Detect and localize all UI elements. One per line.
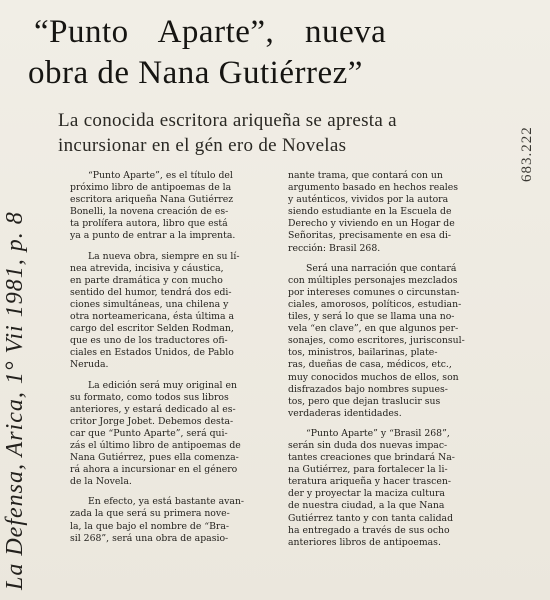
article-text-line: critor Jorge Jobet. Debemos desta-: [70, 415, 234, 427]
article-text-line: En efecto, ya está bastante avan-: [88, 496, 245, 508]
article-text-line: der y proyectar la maciza cultura: [288, 488, 445, 500]
article-text-line: disfrazados bajo nombres supues-: [288, 383, 448, 395]
article-text-line: argumento basado en hechos reales: [288, 182, 459, 194]
article-text-line: ya a punto de entrar a la imprenta.: [70, 230, 236, 242]
article-text-line: ras, dueñas de casa, médicos, etc.,: [288, 359, 452, 371]
article-paragraph: [70, 251, 275, 372]
article-text-line: La nueva obra, siempre en su lí-: [88, 250, 240, 262]
article-text-line: nea atrevida, incisiva y cáustica,: [70, 262, 224, 274]
article-text-line: escritora ariqueña Nana Gutiérrez: [70, 194, 234, 206]
article-text-line: serán sin duda dos nuevas impac-: [288, 439, 448, 451]
article-column-left: [70, 170, 275, 553]
article-text-line: muy conocidos muchos de ellos, son: [288, 371, 459, 383]
headline: [28, 12, 533, 94]
article-text-line: cargo del escritor Selden Rodman,: [70, 323, 234, 335]
handwritten-source-note: La Defensa, Arica, 1° Vii 1981, p. 8: [2, 211, 28, 590]
subheadline-line-1: La conocida escritora ariqueña se apresta a: [58, 110, 397, 131]
article-text-line: nante trama, que contará con un: [288, 170, 443, 181]
article-text-line: ciales, amorosos, políticos, estudian-: [288, 298, 462, 310]
article-text-line: verdaderas identidades.: [288, 407, 402, 419]
article-text-line: ha entregado a través de sus ocho: [288, 524, 450, 536]
article-text-line: Gutiérrez tanto y con tanta calidad: [288, 512, 454, 524]
article-text-line: tos, ministros, bailarinas, plate-: [288, 347, 438, 359]
article-text-line: teratura ariqueña y hacer trascen-: [288, 476, 451, 488]
article-text-line: Nana Gutiérrez, pues ella comenza-: [70, 452, 239, 464]
archive-stamp: 683.222: [519, 126, 535, 182]
subheadline-line-2: incursionar en el gén ero de Novelas: [58, 135, 347, 156]
article-text-line: otra norteamericana, ésta última a: [70, 311, 235, 323]
article-text-line: rá ahora a incursionar en el género: [70, 464, 238, 476]
article-text-line: siendo estudiante en la Escuela de: [288, 206, 452, 218]
article-paragraph: [288, 428, 526, 549]
article-paragraph: [70, 496, 275, 544]
headline-line-1: “Punto Aparte”, nueva: [34, 14, 387, 50]
article-text-line: zás el último libro de antipoemas de: [70, 439, 241, 451]
article-text-line: sentido del humor, tendrá dos edi-: [70, 286, 232, 298]
article-text-line: tos, pero que dejan traslucir sus: [288, 395, 441, 407]
article-text-line: de nuestra ciudad, a la que Nana: [288, 500, 445, 512]
article-text-line: en parte dramática y con mucho: [70, 274, 223, 286]
article-text-line: ciales en Estados Unidos, de Pablo: [70, 347, 234, 359]
article-text-line: tantes creaciones que brindará Na-: [288, 452, 455, 464]
article-text-line: por intereses comunes o circunstan-: [288, 286, 460, 298]
article-text-line: La edición será muy original en: [88, 379, 237, 391]
article-text-line: zada la que será su primera nove-: [70, 508, 230, 520]
article-text-line: Será una narración que contará: [306, 262, 457, 274]
article-paragraph: [288, 263, 526, 420]
article-text-line: de la Novela.: [70, 476, 132, 488]
headline-line-2: obra de Nana Gutiérrez”: [28, 55, 363, 91]
article-paragraph: [70, 380, 275, 489]
article-text-line: que es uno de los traductores ofi-: [70, 335, 228, 347]
article-text-line: la, la que bajo el nombre de “Bra-: [70, 520, 230, 532]
article-text-line: car que “Punto Aparte”, será qui-: [70, 427, 228, 439]
article-text-line: su formato, como todos sus libros: [70, 391, 229, 403]
article-text-line: tiles, y será lo que se llama una no-: [288, 311, 455, 323]
article-text-line: ta prolífera autora, libro que está: [70, 218, 228, 230]
article-text-line: con múltiples personajes mezclados: [288, 274, 458, 286]
article-text-line: rección: Brasil 268.: [288, 242, 381, 254]
subheadline: [58, 108, 528, 158]
article-text-line: próximo libro de antipoemas de la: [70, 182, 232, 194]
article-paragraph: [288, 170, 526, 255]
article-paragraph: [70, 170, 275, 243]
article-text-line: Bonelli, la novena creación de es-: [70, 206, 229, 218]
article-text-line: “Punto Aparte”, es el título del: [88, 170, 233, 181]
article-text-line: Señoritas, precisamente en esa di-: [288, 230, 452, 242]
article-text-line: Derecho y viviendo en un Hogar de: [288, 218, 455, 230]
article-text-line: sonajes, como escritores, jurisconsul-: [288, 335, 465, 347]
article-text-line: ciones simultáneas, una chilena y: [70, 298, 229, 310]
article-text-line: vela “en clave”, en que algunos per-: [288, 323, 459, 335]
article-text-line: y auténticos, vividos por la autora: [288, 194, 449, 206]
article-text-line: Neruda.: [70, 359, 109, 371]
article-text-line: “Punto Aparte” y “Brasil 268”,: [306, 427, 450, 439]
article-column-right: [288, 170, 526, 557]
article-text-line: anteriores libros de antipoemas.: [288, 536, 441, 548]
article-text-line: na Gutiérrez, para fortalecer la li-: [288, 464, 448, 476]
article-text-line: anteriores, y estará dedicado al es-: [70, 403, 236, 415]
article-text-line: sil 268”, será una obra de apasio-: [70, 532, 229, 544]
